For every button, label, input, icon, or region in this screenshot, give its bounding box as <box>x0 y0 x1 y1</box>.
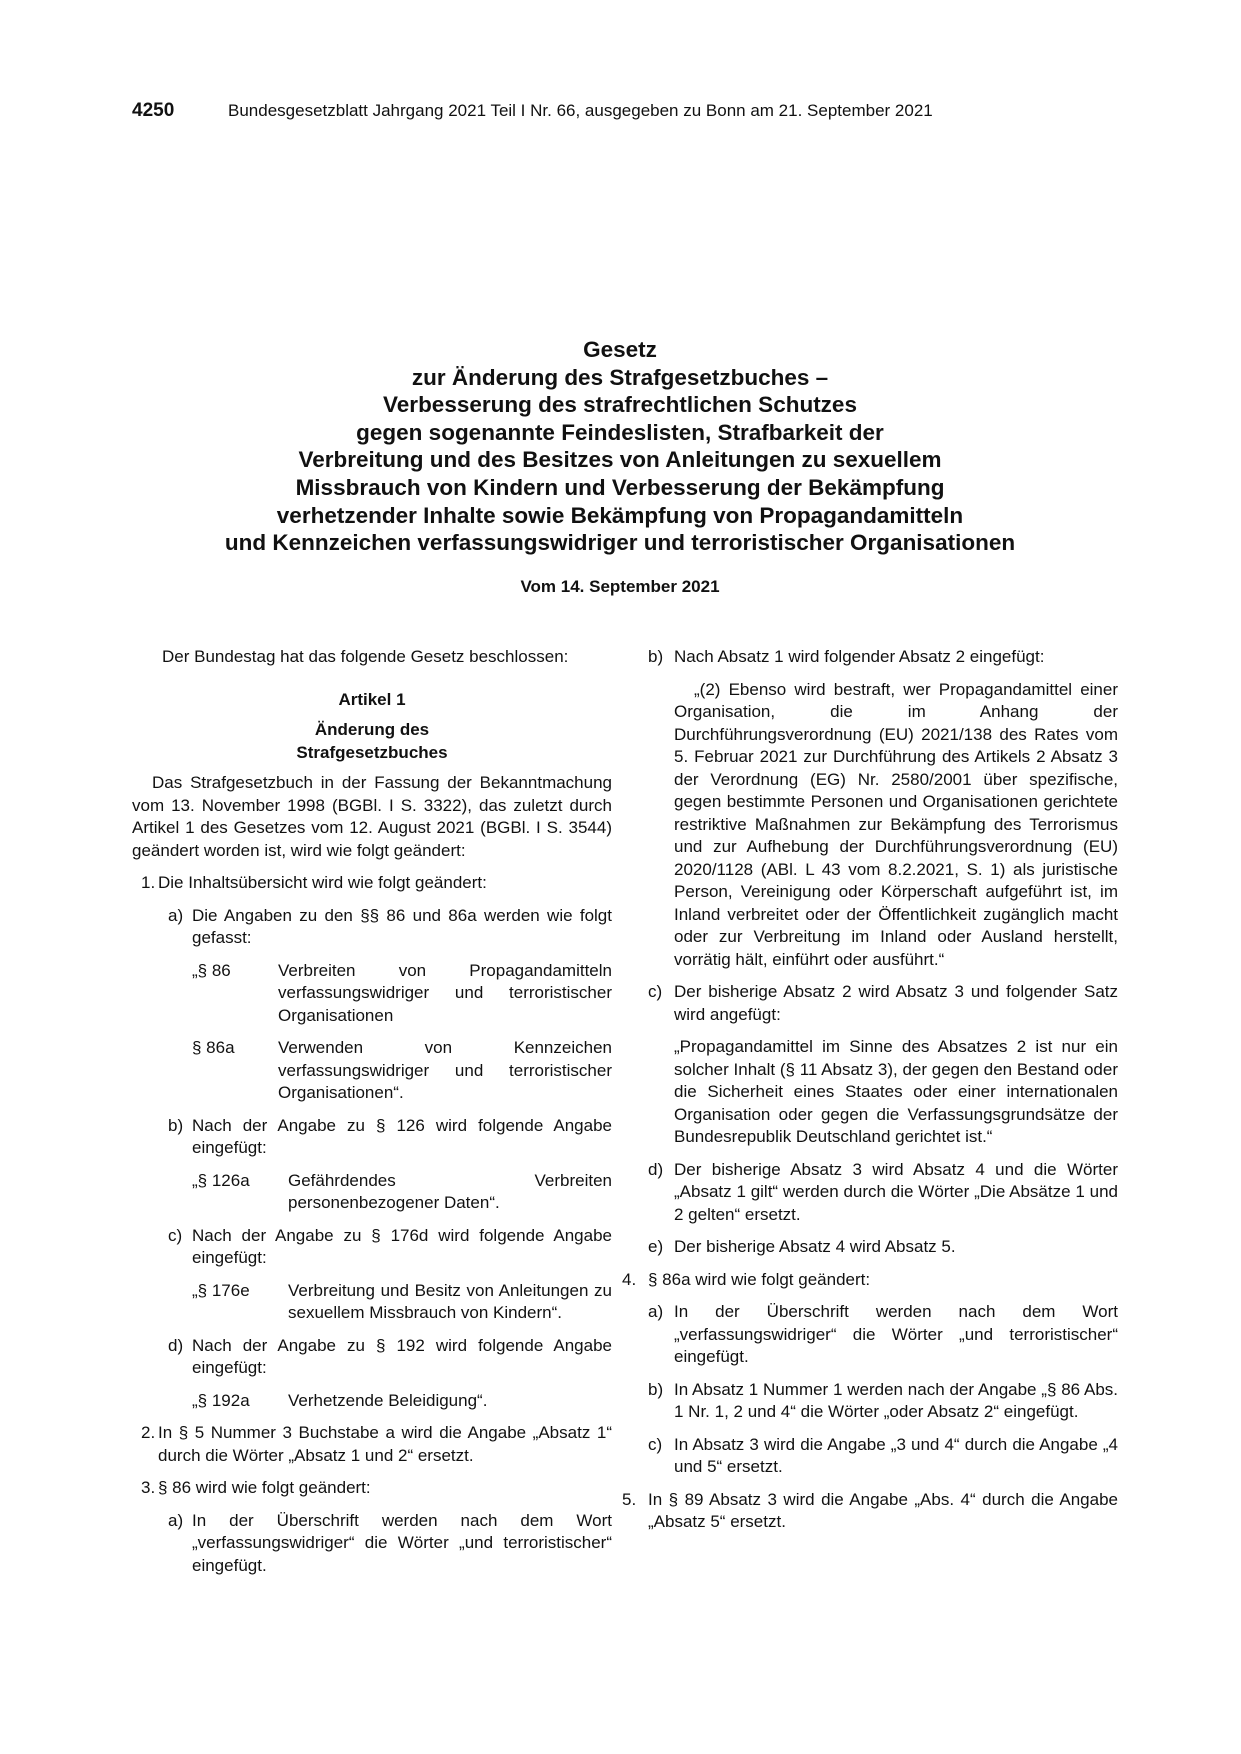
title-line: gegen sogenannte Feindeslisten, Strafbarkeit der <box>356 419 884 445</box>
list-item <box>132 1477 612 1500</box>
preamble-paragraph: Das Strafgesetzbuch in der Fassung der Bekanntmachung vom 13. November 1998 (BGBl. I S. 3322), das zuletzt durch Artikel 1 des Gesetzes vom 12. August 2021 (BGBl. I S. 3544) geändert worden ist, wird wie folgt geändert: <box>132 773 612 860</box>
item-number: 4. <box>622 1269 637 1289</box>
section-key: „§ 86 <box>192 960 231 980</box>
item-text: Der bisherige Absatz 4 wird Absatz 5. <box>674 1237 956 1256</box>
list-item <box>648 981 1118 1026</box>
quoted-entry <box>132 1390 612 1413</box>
section-heading: Verhetzende Beleidigung“. <box>288 1390 488 1410</box>
section-heading: Gefährdendes Verbreiten personenbezogener Daten“. <box>288 1170 612 1212</box>
item-text: In § 89 Absatz 3 wird die Angabe „Abs. 4“ durch die Angabe „Absatz 5“ ersetzt. <box>648 1489 1118 1531</box>
list-item <box>132 1510 612 1578</box>
section-heading: Verwenden von Kennzeichen verfassungswidriger und terroristischer Organisationen“. <box>278 1038 612 1102</box>
quoted-paragraph: „(2) Ebenso wird bestraft, wer Propagandamittel einer Organisation, die im Anhang der Durchführungsverordnung (EU) 2021/138 des Rates vom 5. Februar 2021 zur Durchführung des Artikels 2 Absatz 3 der Verordnung (EG) Nr. 2580/2001 über spezifische, gegen bestimmte Personen und Organisationen gerichtete restriktive Maßnahmen zur Bekämpfung des Terrorismus und zur Aufhebung der Durchführungsverordnung (EU) 2020/1128 (ABl. L 43 vom 8.2.2021, S. 1) als juristische Person, Vereinigung oder Körperschaft aufgeführt ist, im Inland verbreitet oder der Öffentlichkeit zugänglich macht oder zur Verbreitung im Inland oder Ausland herstellt, vorrätig hält, einführt oder ausführt.“ <box>674 679 1118 969</box>
item-number: 5. <box>622 1489 637 1509</box>
enacting-clause: Der Bundestag hat das folgende Gesetz beschlossen: <box>162 647 569 666</box>
item-letter: a) <box>168 1510 184 1530</box>
running-title: Bundesgesetzblatt Jahrgang 2021 Teil I Nr. 66, ausgegeben zu Bonn am 21. September 2021 <box>228 101 933 120</box>
item-text: In Absatz 3 wird die Angabe „3 und 4“ durch die Angabe „4 und 5“ ersetzt. <box>674 1434 1118 1476</box>
item-letter: a) <box>168 905 184 925</box>
list-item <box>132 872 612 895</box>
list-item <box>132 1115 612 1160</box>
list-item <box>648 1159 1118 1227</box>
item-letter: a) <box>648 1302 664 1321</box>
item-text: Die Inhaltsübersicht wird wie folgt geändert: <box>158 873 487 892</box>
left-column <box>132 646 612 1577</box>
item-number: 1. <box>141 873 156 892</box>
item-letter: d) <box>648 1159 664 1179</box>
item-number: 2. <box>141 1423 156 1442</box>
item-number: 3. <box>141 1478 156 1497</box>
item-letter: e) <box>648 1237 664 1256</box>
law-title <box>140 336 1100 557</box>
item-text: Nach der Angabe zu § 126 wird folgende Angabe eingefügt: <box>192 1115 612 1157</box>
item-text: Nach Absatz 1 wird folgender Absatz 2 eingefügt: <box>674 647 1045 666</box>
item-text: In der Überschrift werden nach dem Wort „verfassungswidriger“ die Wörter „und terroristischer“ eingefügt. <box>192 1510 612 1575</box>
item-text: Der bisherige Absatz 2 wird Absatz 3 und folgender Satz wird angefügt: <box>674 982 1118 1024</box>
quoted-entry <box>132 1170 612 1215</box>
item-text: Nach der Angabe zu § 192 wird folgende Angabe eingefügt: <box>192 1335 612 1377</box>
item-text: § 86 wird wie folgt geändert: <box>158 1478 371 1497</box>
law-date: Vom 14. September 2021 <box>520 577 720 596</box>
page-number: 4250 <box>132 100 175 121</box>
list-item <box>132 1422 612 1467</box>
list-item <box>648 1301 1118 1369</box>
title-line: und Kennzeichen verfassungswidriger und terroristischer Organisationen <box>224 530 1016 556</box>
article-title-line: Strafgesetzbuches <box>296 742 448 762</box>
item-text: § 86a wird wie folgt geändert: <box>648 1269 871 1289</box>
section-key: „§ 192a <box>192 1390 250 1410</box>
running-header <box>132 100 1032 122</box>
item-letter: b) <box>648 1379 664 1399</box>
item-letter: c) <box>168 1225 183 1245</box>
item-letter: c) <box>648 982 663 1001</box>
item-text: In der Überschrift werden nach dem Wort „verfassungswidriger“ die Wörter „und terroristischer“ eingefügt. <box>674 1302 1118 1366</box>
title-line: Missbrauch von Kindern und Verbesserung der Bekämpfung <box>295 474 945 500</box>
right-column <box>622 646 1118 1534</box>
item-letter: d) <box>168 1335 184 1355</box>
item-text: Nach der Angabe zu § 176d wird folgende Angabe eingefügt: <box>192 1225 612 1267</box>
list-item <box>648 1379 1118 1424</box>
item-letter: b) <box>648 647 664 666</box>
section-heading: Verbreitung und Besitz von Anleitungen zu sexuellem Missbrauch von Kindern“. <box>288 1280 612 1322</box>
section-key: „§ 126a <box>192 1170 250 1190</box>
list-item <box>622 1489 1118 1534</box>
list-item <box>622 1269 1118 1292</box>
title-line: Gesetz <box>583 337 657 362</box>
list-item <box>132 905 612 950</box>
article-title-line: Änderung des <box>314 720 430 739</box>
list-item <box>648 646 1118 669</box>
title-line: Verbreitung und des Besitzes von Anleitungen zu sexuellem <box>298 447 942 473</box>
article-label: Artikel 1 <box>338 689 406 709</box>
section-key: § 86a <box>192 1038 235 1057</box>
item-text: Der bisherige Absatz 3 wird Absatz 4 und die Wörter „Absatz 1 gilt“ werden durch die Wörter „Die Absätze 1 und 2 gelten“ ersetzt. <box>674 1159 1118 1224</box>
item-letter: b) <box>168 1115 184 1135</box>
quoted-entry <box>132 960 612 1028</box>
item-letter: c) <box>648 1434 663 1454</box>
quoted-entry <box>132 1280 612 1325</box>
list-item <box>648 1236 1118 1259</box>
section-heading: Verbreiten von Propagandamitteln verfassungswidriger und terroristischer Organisationen <box>278 960 612 1025</box>
quoted-entry <box>132 1037 612 1105</box>
section-key: „§ 176e <box>192 1280 250 1300</box>
list-item <box>132 1225 612 1270</box>
item-text: Die Angaben zu den §§ 86 und 86a werden wie folgt gefasst: <box>192 905 612 947</box>
title-line: Verbesserung des strafrechtlichen Schutzes <box>383 392 857 418</box>
list-item <box>132 1335 612 1380</box>
title-line: zur Änderung des Strafgesetzbuches – <box>411 364 829 390</box>
item-text: In § 5 Nummer 3 Buchstabe a wird die Angabe „Absatz 1“ durch die Wörter „Absatz 1 und 2“ ersetzt. <box>158 1423 612 1465</box>
item-text: In Absatz 1 Nummer 1 werden nach der Angabe „§ 86 Abs. 1 Nr. 1, 2 und 4“ die Wörter „oder Absatz 2“ eingefügt. <box>674 1379 1118 1421</box>
list-item <box>648 1434 1118 1479</box>
quoted-paragraph: „Propagandamittel im Sinne des Absatzes 2 ist nur ein solcher Inhalt (§ 11 Absatz 3), der gegen den Bestand oder die Sicherheit eines Staates oder einer internationalen Organisation oder gegen die Verfassungsgrundsätze der Bundesrepublik Deutschland gerichtet ist.“ <box>674 1037 1118 1146</box>
title-line: verhetzender Inhalte sowie Bekämpfung von Propagandamitteln <box>276 502 964 528</box>
